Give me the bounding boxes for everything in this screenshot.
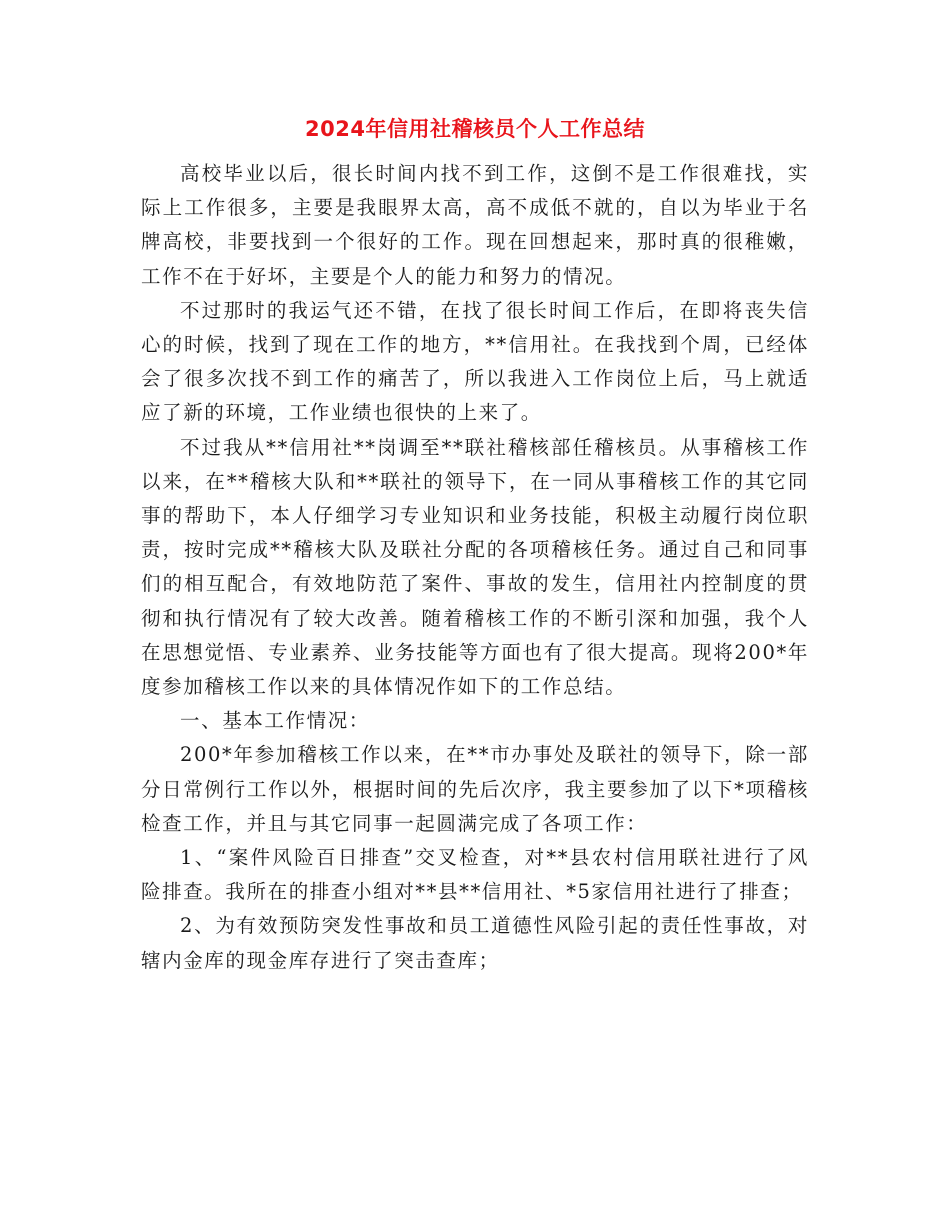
- paragraph-audit-role: 不过我从**信用社**岗调至**联社稽核部任稽核员。从事稽核工作以来，在**稽核大队和**联社的领导下，在一同从事稽核工作的其它同事的帮助下，本人仔细学习专业知识和业务技能，积极主动履行岗位职责，按时完成**稽核大队及联社分配的各项稽核任务。通过自己和同事们的相互配合，有效地防范了案件、事故的发生，信用社内控制度的贯彻和执行情况有了较大改善。随着稽核工作的不断引深和加强，我个人在思想觉悟、专业素养、业务技能等方面也有了很大提高。现将200*年度参加稽核工作以来的具体情况作如下的工作总结。: [141, 435, 809, 699]
- list-item-2: 2、为有效预防突发性事故和员工道德性风险引起的责任性事故，对辖内金库的现金库存进行了突击查库；: [141, 914, 809, 972]
- section-heading-basic-work: 一、基本工作情况：: [180, 709, 370, 733]
- document-title: 2024年信用社稽核员个人工作总结: [305, 117, 645, 141]
- paragraph-work-overview: 200*年参加稽核工作以来，在**市办事处及联社的领导下，除一部分日常例行工作以外，根据时间的先后次序，我主要参加了以下*项稽核检查工作，并且与其它同事一起圆满完成了各项工作：: [141, 743, 809, 835]
- list-item-1: 1、“案件风险百日排查”交叉检查，对**县农村信用联社进行了风险排查。我所在的排查小组对**县**信用社、*5家信用社进行了排查；: [141, 846, 809, 904]
- document-body: [141, 157, 809, 978]
- paragraph-job-found: 不过那时的我运气还不错，在找了很长时间工作后，在即将丧失信心的时候，找到了现在工作的地方，**信用社。在我找到个周，已经体会了很多次找不到工作的痛苦了，所以我进入工作岗位上后，马上就适应了新的环境，工作业绩也很快的上来了。: [141, 298, 809, 425]
- paragraph-intro: 高校毕业以后，很长时间内找不到工作，这倒不是工作很难找，实际上工作很多，主要是我眼界太高，高不成低不就的，自以为毕业于名牌高校，非要找到一个很好的工作。现在回想起来，那时真的很稚嫩，工作不在于好坏，主要是个人的能力和努力的情况。: [141, 162, 809, 288]
